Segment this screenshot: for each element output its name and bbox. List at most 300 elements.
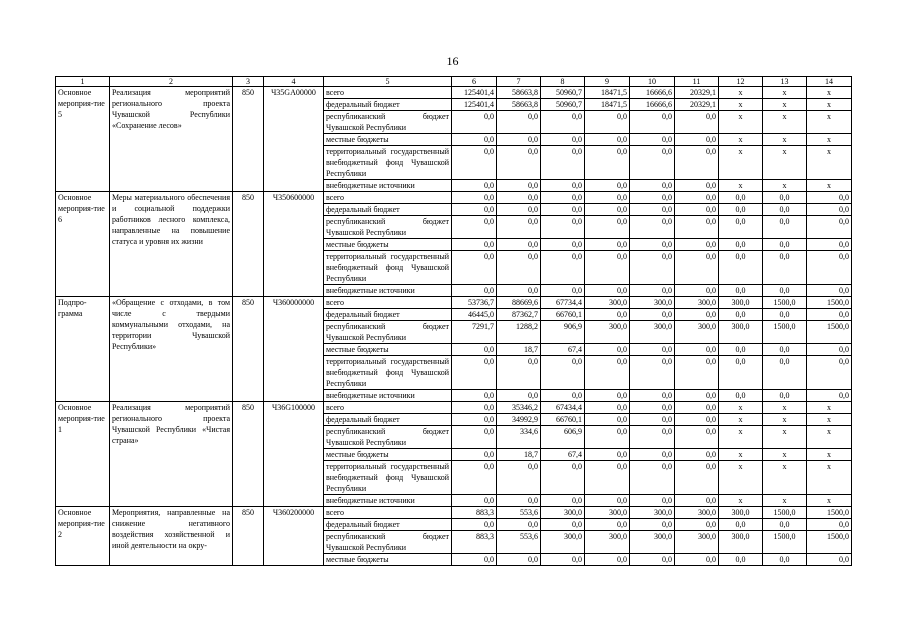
- value-cell: 67,4: [541, 344, 585, 356]
- value-cell: 0,0: [675, 554, 719, 566]
- value-cell: 0,0: [675, 192, 719, 204]
- value-cell: 0,0: [675, 146, 719, 180]
- value-cell: 300,0: [675, 297, 719, 309]
- value-cell: 0,0: [541, 519, 585, 531]
- value-cell: x: [763, 99, 807, 111]
- value-cell: 67434,4: [541, 402, 585, 414]
- value-cell: 0,0: [497, 134, 541, 146]
- value-cell: 0,0: [541, 251, 585, 285]
- funding-source-cell: территориальный государственный внебюджетный фонд Чувашской Республики: [324, 356, 452, 390]
- value-cell: x: [807, 402, 852, 414]
- column-number-1: 1: [56, 77, 110, 87]
- value-cell: x: [807, 461, 852, 495]
- value-cell: 0,0: [585, 251, 630, 285]
- value-cell: 0,0: [541, 192, 585, 204]
- funding-source-cell: местные бюджеты: [324, 449, 452, 461]
- value-cell: 0,0: [719, 519, 763, 531]
- value-cell: 0,0: [630, 449, 675, 461]
- value-cell: 125401,4: [452, 87, 497, 99]
- value-cell: 0,0: [807, 519, 852, 531]
- grbs-code-cell: 850: [233, 87, 264, 192]
- grbs-code-cell: 850: [233, 192, 264, 297]
- value-cell: 0,0: [763, 554, 807, 566]
- value-cell: 0,0: [630, 426, 675, 449]
- value-cell: 125401,4: [452, 99, 497, 111]
- value-cell: 88669,6: [497, 297, 541, 309]
- budget-table: [55, 76, 852, 566]
- value-cell: 1500,0: [763, 321, 807, 344]
- value-cell: 0,0: [497, 111, 541, 134]
- grbs-code-cell: 850: [233, 507, 264, 566]
- value-cell: 0,0: [719, 251, 763, 285]
- value-cell: 0,0: [675, 251, 719, 285]
- target-article-code-cell: Ч350600000: [264, 192, 324, 297]
- value-cell: 0,0: [630, 519, 675, 531]
- value-cell: 0,0: [763, 390, 807, 402]
- value-cell: 0,0: [763, 251, 807, 285]
- activity-type-cell: Основное мероприя-тие 1: [56, 402, 110, 507]
- value-cell: 0,0: [585, 356, 630, 390]
- value-cell: 0,0: [763, 356, 807, 390]
- value-cell: 0,0: [719, 344, 763, 356]
- value-cell: x: [719, 180, 763, 192]
- value-cell: 0,0: [585, 519, 630, 531]
- value-cell: 0,0: [763, 216, 807, 239]
- value-cell: 0,0: [497, 204, 541, 216]
- value-cell: 18471,5: [585, 99, 630, 111]
- value-cell: 0,0: [807, 251, 852, 285]
- activity-name-cell: Реализация мероприятий регионального проекта Чувашской Республики «Чистая страна»: [110, 402, 233, 507]
- funding-source-cell: всего: [324, 507, 452, 519]
- funding-source-cell: местные бюджеты: [324, 554, 452, 566]
- column-number-6: 6: [452, 77, 497, 87]
- funding-source-cell: всего: [324, 192, 452, 204]
- value-cell: 0,0: [675, 204, 719, 216]
- funding-source-cell: республиканский бюджет Чувашской Республики: [324, 531, 452, 554]
- value-cell: 0,0: [497, 554, 541, 566]
- value-cell: 0,0: [497, 356, 541, 390]
- value-cell: 0,0: [541, 180, 585, 192]
- value-cell: 0,0: [452, 111, 497, 134]
- target-article-code-cell: Ч35GA00000: [264, 87, 324, 192]
- value-cell: 0,0: [630, 134, 675, 146]
- funding-source-cell: федеральный бюджет: [324, 519, 452, 531]
- value-cell: x: [807, 111, 852, 134]
- target-article-code-cell: Ч360200000: [264, 507, 324, 566]
- value-cell: 50960,7: [541, 99, 585, 111]
- funding-source-cell: республиканский бюджет Чувашской Республики: [324, 216, 452, 239]
- value-cell: 0,0: [675, 449, 719, 461]
- value-cell: x: [763, 111, 807, 134]
- value-cell: x: [719, 146, 763, 180]
- value-cell: 1500,0: [807, 297, 852, 309]
- value-cell: 0,0: [497, 285, 541, 297]
- value-cell: 300,0: [585, 531, 630, 554]
- value-cell: 0,0: [452, 285, 497, 297]
- value-cell: 300,0: [630, 321, 675, 344]
- value-cell: 0,0: [675, 356, 719, 390]
- value-cell: 67,4: [541, 449, 585, 461]
- value-cell: 0,0: [675, 402, 719, 414]
- value-cell: 0,0: [585, 461, 630, 495]
- value-cell: 18,7: [497, 449, 541, 461]
- activity-type-cell: Основное мероприя-тие 6: [56, 192, 110, 297]
- header-row: [56, 77, 852, 87]
- funding-source-cell: всего: [324, 87, 452, 99]
- value-cell: 0,0: [630, 146, 675, 180]
- value-cell: 0,0: [541, 216, 585, 239]
- value-cell: 0,0: [585, 402, 630, 414]
- value-cell: 50960,7: [541, 87, 585, 99]
- value-cell: 0,0: [630, 414, 675, 426]
- value-cell: 300,0: [585, 297, 630, 309]
- value-cell: 0,0: [630, 554, 675, 566]
- value-cell: 0,0: [452, 251, 497, 285]
- value-cell: 0,0: [541, 146, 585, 180]
- activity-type-cell: Основное мероприя-тие 2: [56, 507, 110, 566]
- value-cell: x: [719, 495, 763, 507]
- value-cell: 0,0: [630, 461, 675, 495]
- value-cell: 0,0: [585, 414, 630, 426]
- value-cell: x: [719, 402, 763, 414]
- funding-source-cell: территориальный государственный внебюджетный фонд Чувашской Республики: [324, 251, 452, 285]
- value-cell: 0,0: [807, 204, 852, 216]
- activity-name-cell: Мероприятия, направленные на снижение негативного воздействия хозяйственной и иной деятельности на окру-: [110, 507, 233, 566]
- value-cell: x: [807, 87, 852, 99]
- value-cell: 0,0: [585, 309, 630, 321]
- value-cell: 0,0: [585, 344, 630, 356]
- value-cell: 0,0: [452, 356, 497, 390]
- value-cell: 1500,0: [807, 531, 852, 554]
- value-cell: x: [763, 87, 807, 99]
- value-cell: x: [763, 449, 807, 461]
- column-number-9: 9: [585, 77, 630, 87]
- funding-source-cell: внебюджетные источники: [324, 390, 452, 402]
- funding-source-cell: республиканский бюджет Чувашской Республики: [324, 321, 452, 344]
- value-cell: 0,0: [541, 390, 585, 402]
- value-cell: 0,0: [630, 251, 675, 285]
- value-cell: 0,0: [719, 192, 763, 204]
- value-cell: 300,0: [630, 531, 675, 554]
- value-cell: 0,0: [541, 356, 585, 390]
- activity-name-cell: Реализация мероприятий регионального проекта Чувашской Республики «Сохранение лесов»: [110, 87, 233, 192]
- value-cell: 0,0: [630, 216, 675, 239]
- value-cell: 1500,0: [807, 507, 852, 519]
- value-cell: x: [763, 461, 807, 495]
- value-cell: 0,0: [585, 239, 630, 251]
- value-cell: 0,0: [452, 402, 497, 414]
- value-cell: 0,0: [630, 402, 675, 414]
- value-cell: 0,0: [763, 285, 807, 297]
- value-cell: 300,0: [675, 507, 719, 519]
- table-row: [56, 402, 852, 414]
- value-cell: 300,0: [541, 507, 585, 519]
- value-cell: 0,0: [675, 309, 719, 321]
- value-cell: x: [763, 134, 807, 146]
- value-cell: 20329,1: [675, 87, 719, 99]
- value-cell: 0,0: [630, 239, 675, 251]
- value-cell: 46445,0: [452, 309, 497, 321]
- value-cell: 0,0: [585, 216, 630, 239]
- value-cell: x: [763, 146, 807, 180]
- value-cell: 0,0: [541, 111, 585, 134]
- value-cell: 300,0: [719, 507, 763, 519]
- value-cell: 0,0: [585, 192, 630, 204]
- value-cell: 0,0: [630, 309, 675, 321]
- value-cell: 58663,8: [497, 99, 541, 111]
- activity-type-cell: Основное мероприя-тие 5: [56, 87, 110, 192]
- value-cell: 0,0: [763, 344, 807, 356]
- value-cell: 0,0: [763, 192, 807, 204]
- value-cell: 906,9: [541, 321, 585, 344]
- funding-source-cell: местные бюджеты: [324, 239, 452, 251]
- value-cell: 0,0: [452, 390, 497, 402]
- value-cell: x: [807, 134, 852, 146]
- funding-source-cell: местные бюджеты: [324, 134, 452, 146]
- value-cell: 553,6: [497, 507, 541, 519]
- value-cell: 0,0: [675, 426, 719, 449]
- value-cell: 0,0: [630, 344, 675, 356]
- value-cell: 0,0: [807, 309, 852, 321]
- funding-source-cell: местные бюджеты: [324, 344, 452, 356]
- value-cell: 0,0: [630, 192, 675, 204]
- value-cell: 0,0: [675, 461, 719, 495]
- value-cell: x: [719, 87, 763, 99]
- funding-source-cell: федеральный бюджет: [324, 204, 452, 216]
- value-cell: 0,0: [452, 239, 497, 251]
- activity-type-cell: Подпро-грамма: [56, 297, 110, 402]
- value-cell: 0,0: [452, 344, 497, 356]
- value-cell: 66760,1: [541, 414, 585, 426]
- value-cell: x: [807, 146, 852, 180]
- value-cell: x: [719, 111, 763, 134]
- funding-source-cell: всего: [324, 402, 452, 414]
- value-cell: 883,3: [452, 507, 497, 519]
- value-cell: 58663,8: [497, 87, 541, 99]
- value-cell: 34992,9: [497, 414, 541, 426]
- value-cell: 16666,6: [630, 87, 675, 99]
- value-cell: 0,0: [497, 390, 541, 402]
- value-cell: 0,0: [719, 390, 763, 402]
- grbs-code-cell: 850: [233, 297, 264, 402]
- value-cell: 0,0: [675, 180, 719, 192]
- column-number-8: 8: [541, 77, 585, 87]
- value-cell: 0,0: [452, 426, 497, 449]
- value-cell: 300,0: [630, 507, 675, 519]
- value-cell: 0,0: [675, 495, 719, 507]
- value-cell: 0,0: [452, 216, 497, 239]
- target-article-code-cell: Ч360000000: [264, 297, 324, 402]
- value-cell: 0,0: [585, 285, 630, 297]
- value-cell: 0,0: [497, 239, 541, 251]
- value-cell: x: [763, 495, 807, 507]
- column-number-2: 2: [110, 77, 233, 87]
- value-cell: 0,0: [585, 204, 630, 216]
- column-number-14: 14: [807, 77, 852, 87]
- value-cell: 0,0: [497, 192, 541, 204]
- value-cell: x: [807, 99, 852, 111]
- value-cell: 0,0: [585, 390, 630, 402]
- funding-source-cell: территориальный государственный внебюджетный фонд Чувашской Республики: [324, 461, 452, 495]
- value-cell: x: [763, 180, 807, 192]
- column-number-7: 7: [497, 77, 541, 87]
- value-cell: 53736,7: [452, 297, 497, 309]
- funding-source-cell: федеральный бюджет: [324, 414, 452, 426]
- value-cell: 0,0: [452, 495, 497, 507]
- column-number-12: 12: [719, 77, 763, 87]
- value-cell: 7291,7: [452, 321, 497, 344]
- value-cell: 300,0: [630, 297, 675, 309]
- value-cell: 0,0: [675, 414, 719, 426]
- activity-name-cell: Меры материального обеспечения и социальной поддержки работников лесного комплекса, направленные на повышение статуса и уровня их жизни: [110, 192, 233, 297]
- value-cell: x: [807, 495, 852, 507]
- value-cell: 0,0: [807, 344, 852, 356]
- value-cell: 0,0: [675, 344, 719, 356]
- value-cell: 0,0: [541, 239, 585, 251]
- value-cell: 0,0: [719, 554, 763, 566]
- value-cell: 0,0: [807, 239, 852, 251]
- value-cell: 0,0: [630, 356, 675, 390]
- value-cell: x: [719, 99, 763, 111]
- value-cell: 0,0: [763, 309, 807, 321]
- value-cell: 0,0: [497, 216, 541, 239]
- value-cell: 0,0: [452, 192, 497, 204]
- funding-source-cell: федеральный бюджет: [324, 309, 452, 321]
- value-cell: 0,0: [452, 204, 497, 216]
- funding-source-cell: республиканский бюджет Чувашской Республики: [324, 426, 452, 449]
- value-cell: 0,0: [719, 216, 763, 239]
- value-cell: 0,0: [719, 239, 763, 251]
- value-cell: x: [719, 426, 763, 449]
- funding-source-cell: территориальный государственный внебюджетный фонд Чувашской Республики: [324, 146, 452, 180]
- table-row: [56, 297, 852, 309]
- table-row: [56, 507, 852, 519]
- value-cell: 0,0: [630, 180, 675, 192]
- value-cell: 1288,2: [497, 321, 541, 344]
- value-cell: 0,0: [585, 449, 630, 461]
- value-cell: 0,0: [452, 554, 497, 566]
- value-cell: x: [719, 134, 763, 146]
- value-cell: 0,0: [675, 519, 719, 531]
- value-cell: 300,0: [719, 321, 763, 344]
- value-cell: 0,0: [630, 285, 675, 297]
- value-cell: 0,0: [541, 554, 585, 566]
- value-cell: 1500,0: [807, 321, 852, 344]
- funding-source-cell: всего: [324, 297, 452, 309]
- value-cell: 300,0: [719, 531, 763, 554]
- value-cell: 300,0: [585, 507, 630, 519]
- value-cell: 0,0: [763, 239, 807, 251]
- value-cell: 0,0: [541, 495, 585, 507]
- value-cell: 0,0: [675, 134, 719, 146]
- value-cell: 0,0: [719, 285, 763, 297]
- value-cell: 0,0: [497, 146, 541, 180]
- column-number-3: 3: [233, 77, 264, 87]
- value-cell: 0,0: [719, 356, 763, 390]
- target-article-code-cell: Ч36G100000: [264, 402, 324, 507]
- value-cell: 0,0: [541, 204, 585, 216]
- value-cell: 0,0: [452, 134, 497, 146]
- funding-source-cell: республиканский бюджет Чувашской Республики: [324, 111, 452, 134]
- page-number: 16: [446, 54, 459, 68]
- value-cell: 883,3: [452, 531, 497, 554]
- value-cell: x: [763, 402, 807, 414]
- value-cell: 0,0: [452, 180, 497, 192]
- value-cell: 0,0: [541, 461, 585, 495]
- value-cell: x: [807, 449, 852, 461]
- value-cell: 0,0: [675, 239, 719, 251]
- column-number-5: 5: [324, 77, 452, 87]
- value-cell: 0,0: [719, 309, 763, 321]
- value-cell: x: [807, 414, 852, 426]
- value-cell: 300,0: [719, 297, 763, 309]
- value-cell: 0,0: [452, 519, 497, 531]
- value-cell: 0,0: [675, 390, 719, 402]
- value-cell: 0,0: [497, 495, 541, 507]
- value-cell: 300,0: [675, 531, 719, 554]
- value-cell: 0,0: [675, 216, 719, 239]
- value-cell: 0,0: [585, 134, 630, 146]
- value-cell: 16666,6: [630, 99, 675, 111]
- grbs-code-cell: 850: [233, 402, 264, 507]
- value-cell: x: [807, 180, 852, 192]
- column-number-11: 11: [675, 77, 719, 87]
- value-cell: 0,0: [630, 111, 675, 134]
- value-cell: 0,0: [585, 426, 630, 449]
- column-number-13: 13: [763, 77, 807, 87]
- value-cell: x: [719, 461, 763, 495]
- table-row: [56, 87, 852, 99]
- value-cell: 0,0: [807, 192, 852, 204]
- value-cell: 334,6: [497, 426, 541, 449]
- value-cell: 1500,0: [763, 297, 807, 309]
- funding-source-cell: внебюджетные источники: [324, 495, 452, 507]
- value-cell: 0,0: [807, 216, 852, 239]
- value-cell: 35346,2: [497, 402, 541, 414]
- table-body: [56, 77, 852, 566]
- funding-source-cell: федеральный бюджет: [324, 99, 452, 111]
- value-cell: 0,0: [630, 204, 675, 216]
- value-cell: x: [719, 414, 763, 426]
- value-cell: 0,0: [497, 519, 541, 531]
- value-cell: 0,0: [807, 390, 852, 402]
- value-cell: 1500,0: [763, 531, 807, 554]
- value-cell: 0,0: [585, 180, 630, 192]
- value-cell: 0,0: [452, 146, 497, 180]
- value-cell: 0,0: [719, 204, 763, 216]
- value-cell: 67734,4: [541, 297, 585, 309]
- value-cell: 0,0: [497, 251, 541, 285]
- value-cell: 0,0: [807, 285, 852, 297]
- funding-source-cell: внебюджетные источники: [324, 180, 452, 192]
- column-number-10: 10: [630, 77, 675, 87]
- value-cell: 0,0: [497, 461, 541, 495]
- value-cell: 0,0: [585, 111, 630, 134]
- value-cell: 300,0: [541, 531, 585, 554]
- value-cell: x: [719, 449, 763, 461]
- value-cell: 0,0: [675, 111, 719, 134]
- value-cell: x: [763, 426, 807, 449]
- value-cell: 1500,0: [763, 507, 807, 519]
- value-cell: 0,0: [585, 146, 630, 180]
- value-cell: 0,0: [541, 134, 585, 146]
- activity-name-cell: «Обращение с отходами, в том числе с твердыми коммунальными отходами, на территории Чувашской Республики»: [110, 297, 233, 402]
- value-cell: 0,0: [452, 461, 497, 495]
- value-cell: 0,0: [452, 449, 497, 461]
- value-cell: 20329,1: [675, 99, 719, 111]
- value-cell: 0,0: [585, 495, 630, 507]
- funding-source-cell: внебюджетные источники: [324, 285, 452, 297]
